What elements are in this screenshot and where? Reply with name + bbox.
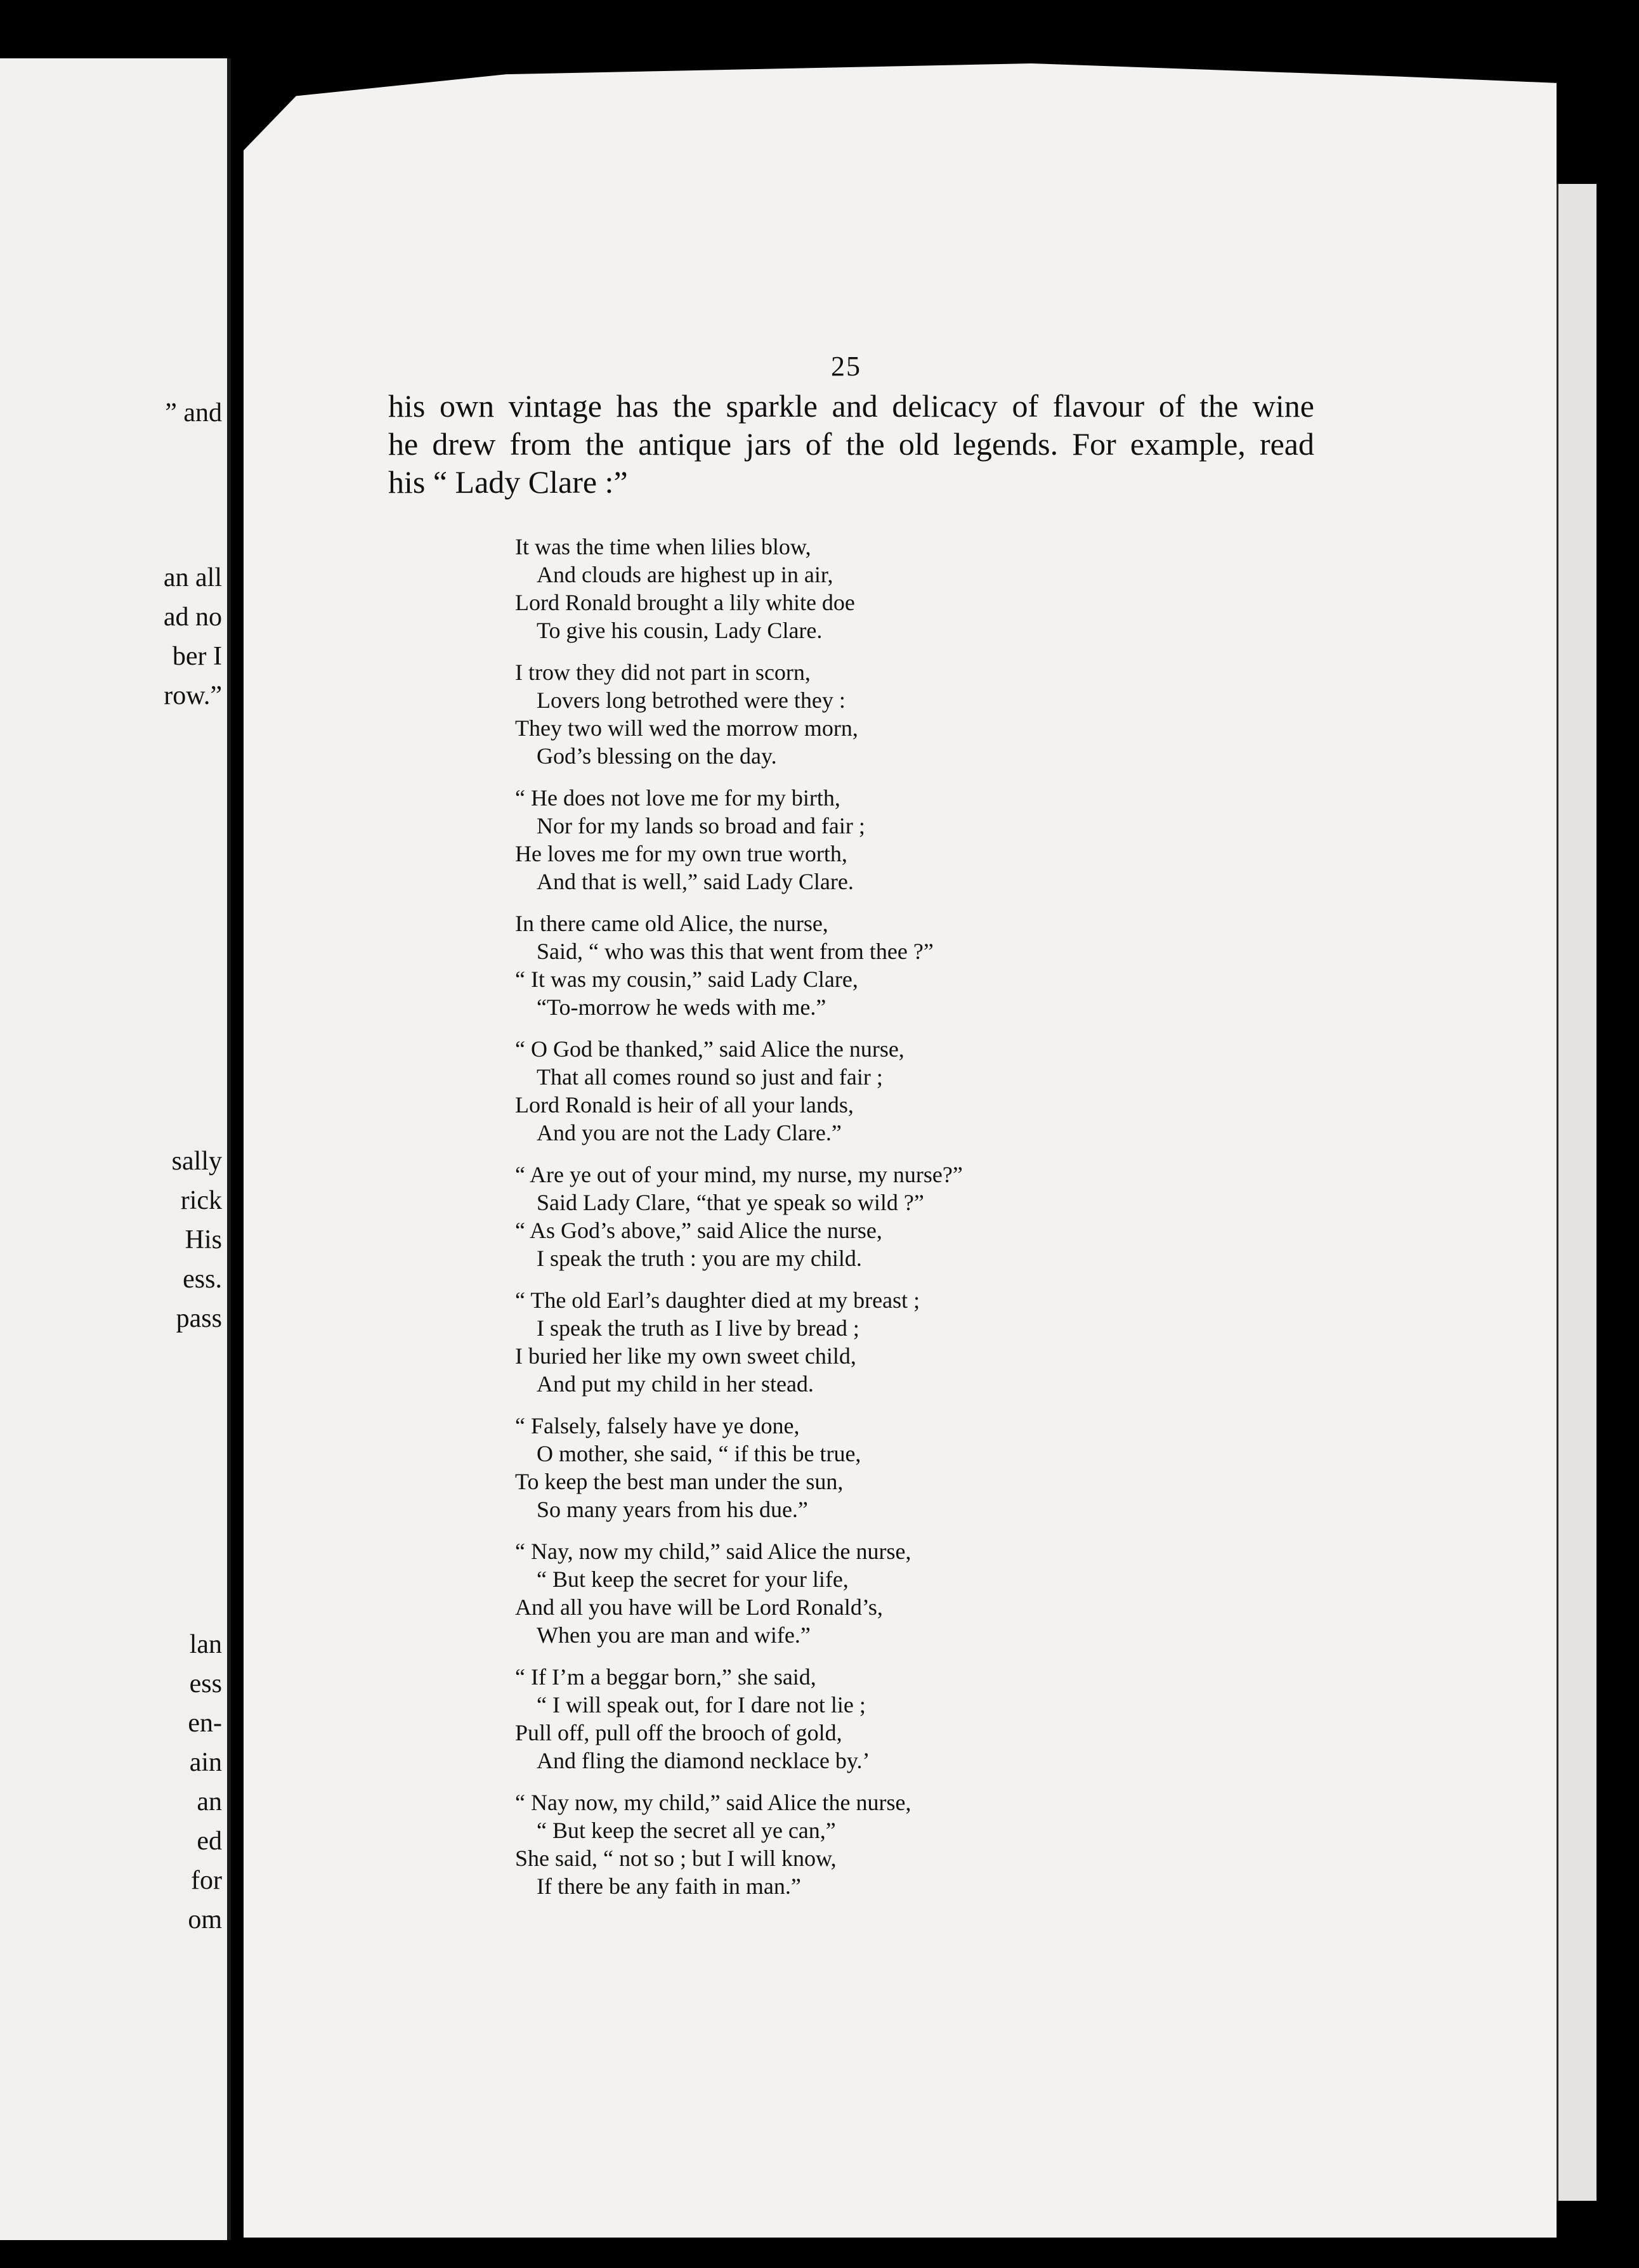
poem-line: “ If I’m a beggar born,” she said,	[515, 1664, 816, 1690]
poem-line: I speak the truth : you are my child.	[537, 1246, 862, 1271]
prose-line: his “ Lady Clare :”	[388, 464, 628, 500]
poem-stanza	[515, 533, 1086, 644]
poem-stanza	[515, 1537, 1086, 1649]
poem-line: And clouds are highest up in air,	[537, 562, 833, 587]
poem-line: To give his cousin, Lady Clare.	[537, 618, 823, 643]
poem-stanza	[515, 1035, 1086, 1147]
left-page-fragment: om	[188, 1905, 222, 1934]
poem-line: In there came old Alice, the nurse,	[515, 911, 828, 936]
left-page-fragment: rick	[180, 1186, 222, 1215]
left-page	[0, 58, 231, 2240]
poem-line: She said, “ not so ; but I will know,	[515, 1846, 837, 1871]
left-page-fragment: ain	[189, 1748, 222, 1777]
poem-line: “ Are ye out of your mind, my nurse, my nurse?”	[515, 1162, 963, 1187]
left-page-fragment: ber I	[172, 642, 222, 671]
poem-line: That all comes round so just and fair ;	[537, 1064, 883, 1090]
poem-line: It was the time when lilies blow,	[515, 534, 811, 559]
poem-line: And put my child in her stead.	[537, 1371, 814, 1397]
poem-line: “ Falsely, falsely have ye done,	[515, 1413, 800, 1438]
poem-line: “ He does not love me for my birth,	[515, 785, 840, 811]
poem-line: If there be any faith in man.”	[537, 1874, 801, 1899]
prose-line: he drew from the antique jars of the old legends. For example, read	[388, 426, 1314, 462]
left-page-fragment: His	[185, 1225, 222, 1255]
left-page-fragment: sally	[171, 1147, 222, 1176]
prose-line: his own vintage has the sparkle and delicacy of flavour of the wine	[388, 388, 1314, 424]
poem-stanza	[515, 1789, 1086, 1900]
left-page-fragment: ” and	[165, 398, 222, 427]
poem-lady-clare	[515, 533, 1086, 1914]
poem-line: So many years from his due.”	[537, 1497, 808, 1522]
poem-stanza	[515, 784, 1086, 896]
poem-line: Nor for my lands so broad and fair ;	[537, 813, 865, 838]
poem-line: They two will wed the morrow morn,	[515, 715, 858, 741]
poem-line: “ The old Earl’s daughter died at my breast ;	[515, 1287, 920, 1313]
poem-stanza	[515, 909, 1086, 1021]
poem-line: And all you have will be Lord Ronald’s,	[515, 1594, 883, 1620]
left-page-fragment: ed	[197, 1827, 222, 1856]
left-page-fragment: lan	[189, 1630, 222, 1659]
poem-line: I buried her like my own sweet child,	[515, 1343, 856, 1369]
poem-stanza	[515, 1663, 1086, 1775]
poem-line: And that is well,” said Lady Clare.	[537, 869, 854, 894]
poem-line: “ But keep the secret all ye can,”	[537, 1818, 836, 1843]
poem-line: Said, “ who was this that went from thee ?”	[537, 939, 934, 964]
poem-line: To keep the best man under the sun,	[515, 1469, 844, 1494]
poem-line: “ O God be thanked,” said Alice the nurse,	[515, 1036, 904, 1062]
left-page-fragment: an all	[163, 563, 222, 592]
left-page-fragment: en-	[188, 1709, 222, 1738]
poem-line: Lord Ronald is heir of all your lands,	[515, 1092, 854, 1118]
poem-stanza	[515, 658, 1086, 770]
left-page-fragment: ess	[189, 1669, 222, 1698]
poem-line: I speak the truth as I live by bread ;	[537, 1315, 859, 1341]
left-page-fragment: row.”	[164, 681, 222, 710]
page-number: 25	[831, 351, 861, 382]
poem-line: And you are not the Lady Clare.”	[537, 1120, 842, 1145]
left-page-fragment: pass	[176, 1304, 222, 1333]
poem-line: Said Lady Clare, “that ye speak so wild ?”	[537, 1190, 924, 1215]
poem-line: “ I will speak out, for I dare not lie ;	[537, 1692, 866, 1717]
prose-paragraph	[388, 387, 1314, 501]
left-page-fragment: ad no	[163, 603, 222, 632]
poem-line: “ Nay now, my child,” said Alice the nurse,	[515, 1790, 911, 1815]
poem-stanza	[515, 1412, 1086, 1523]
poem-line: O mother, she said, “ if this be true,	[537, 1441, 861, 1466]
poem-stanza	[515, 1161, 1086, 1272]
poem-line: “ As God’s above,” said Alice the nurse,	[515, 1218, 882, 1243]
left-page-fragment: for	[191, 1866, 222, 1895]
poem-line: I trow they did not part in scorn,	[515, 660, 811, 685]
left-page-fragment: ess.	[183, 1265, 222, 1294]
page-edge	[1557, 184, 1597, 2201]
poem-line: God’s blessing on the day.	[537, 743, 777, 769]
poem-line: “ Nay, now my child,” said Alice the nurse,	[515, 1539, 911, 1564]
poem-line: When you are man and wife.”	[537, 1622, 811, 1648]
poem-line: Pull off, pull off the brooch of gold,	[515, 1720, 842, 1745]
poem-line: He loves me for my own true worth,	[515, 841, 847, 866]
poem-line: “To-morrow he weds with me.”	[537, 994, 826, 1020]
poem-line: Lord Ronald brought a lily white doe	[515, 590, 855, 615]
poem-stanza	[515, 1286, 1086, 1398]
poem-line: Lovers long betrothed were they :	[537, 688, 846, 713]
poem-line: “ But keep the secret for your life,	[537, 1567, 849, 1592]
poem-line: And fling the diamond necklace by.’	[537, 1748, 870, 1773]
left-page-fragment: an	[197, 1787, 222, 1816]
poem-line: “ It was my cousin,” said Lady Clare,	[515, 967, 858, 992]
